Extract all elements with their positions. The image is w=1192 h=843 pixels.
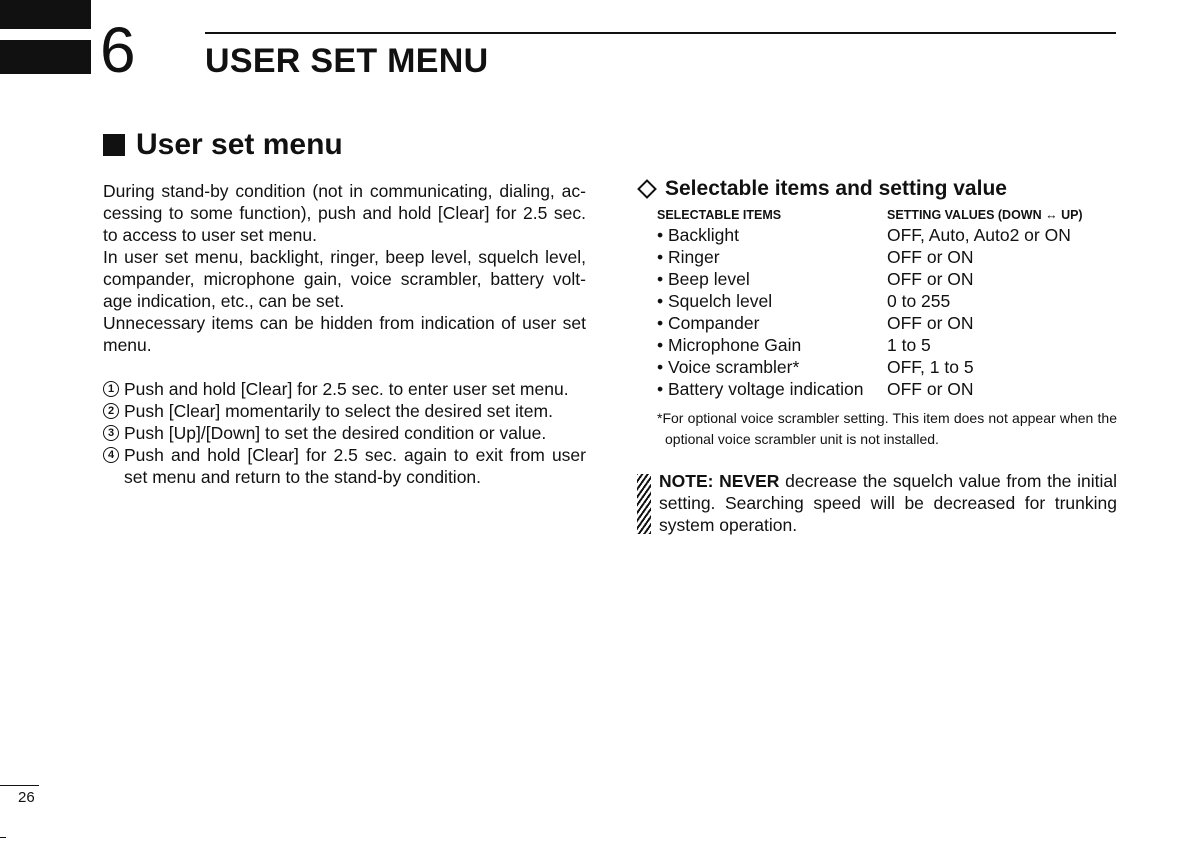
setting-value: OFF, 1 to 5 <box>887 357 974 377</box>
page-number: 26 <box>18 789 35 806</box>
setting-item: • Battery voltage indication <box>657 379 864 399</box>
chapter-tab-bar-bottom <box>0 40 91 74</box>
table-row <box>657 378 1117 400</box>
setting-value: 0 to 255 <box>887 291 951 311</box>
table-row <box>657 246 1117 268</box>
setting-value: OFF or ON <box>887 313 974 333</box>
step-item <box>103 400 586 422</box>
step-list <box>103 378 586 488</box>
step-text: Push [Up]/[Down] to set the desired condition or value. <box>124 423 547 443</box>
table-row <box>657 356 1117 378</box>
step-item <box>103 444 586 488</box>
table-row <box>657 290 1117 312</box>
intro-paragraph: During stand-by condition (not in communicating, dialing, ac-cessing to some function), push and hold [Clear] for 2.5 sec. to access to user set menu. <box>103 181 586 245</box>
chapter-number: 6 <box>100 14 136 86</box>
footnote: *For optional voice scrambler setting. This item does not appear when the optional voice scrambler unit is not installed. <box>657 410 1117 447</box>
intro-column <box>103 180 586 488</box>
setting-item: • Voice scrambler* <box>657 357 800 377</box>
setting-value: OFF or ON <box>887 269 974 289</box>
table-row <box>657 224 1117 246</box>
setting-value: 1 to 5 <box>887 335 931 355</box>
setting-item: • Compander <box>657 313 760 333</box>
square-bullet-icon <box>103 134 125 156</box>
crop-mark <box>0 837 6 838</box>
column-header-items: SELECTABLE ITEMS <box>657 208 782 222</box>
step-item <box>103 378 586 400</box>
note-block <box>637 470 1117 536</box>
step-number-icon: 3 <box>103 425 119 441</box>
table-row <box>657 268 1117 290</box>
table-row <box>657 334 1117 356</box>
step-item <box>103 422 586 444</box>
section-title: User set menu <box>136 128 343 161</box>
caution-hatch-icon <box>637 474 651 534</box>
setting-item: • Ringer <box>657 247 720 267</box>
setting-item: • Backlight <box>657 225 739 245</box>
setting-value: OFF or ON <box>887 247 974 267</box>
column-header-values: SETTING VALUES (DOWN ↔ UP) <box>887 208 1083 222</box>
step-number-icon: 2 <box>103 403 119 419</box>
chapter-tab-bar-top <box>0 0 91 29</box>
setting-value: OFF, Auto, Auto2 or ON <box>887 225 1071 245</box>
intro-paragraph: In user set menu, backlight, ringer, beep level, squelch level, compander, microphone gain, voice scrambler, battery volt-age indication, etc., can be set. <box>103 247 586 311</box>
step-text: Push and hold [Clear] for 2.5 sec. again to exit from user set menu and return to the stand-by condition. <box>124 445 586 487</box>
settings-column <box>637 176 1117 536</box>
header-rule <box>205 32 1116 34</box>
subsection-heading <box>637 176 1117 202</box>
setting-value: OFF or ON <box>887 379 974 399</box>
chapter-title: USER SET MENU <box>205 42 489 80</box>
step-text: Push and hold [Clear] for 2.5 sec. to enter user set menu. <box>124 379 569 399</box>
setting-item: • Beep level <box>657 269 750 289</box>
section-heading <box>103 126 343 164</box>
table-row <box>657 312 1117 334</box>
setting-item: • Squelch level <box>657 291 773 311</box>
table-header-row <box>657 206 1117 224</box>
subsection-title: Selectable items and setting value <box>665 177 1007 200</box>
note-text: decrease the squelch value from the initial setting. Searching speed will be decreased for trunking system operation. <box>659 471 1117 535</box>
settings-table <box>657 206 1117 400</box>
intro-paragraph: Unnecessary items can be hidden from indication of user set menu. <box>103 313 586 355</box>
page-number-rule <box>0 785 39 786</box>
step-number-icon: 1 <box>103 381 119 397</box>
setting-item: • Microphone Gain <box>657 335 802 355</box>
step-number-icon: 4 <box>103 447 119 463</box>
note-label: NOTE: NEVER <box>659 471 780 491</box>
step-text: Push [Clear] momentarily to select the desired set item. <box>124 401 553 421</box>
diamond-bullet-icon <box>637 179 657 199</box>
